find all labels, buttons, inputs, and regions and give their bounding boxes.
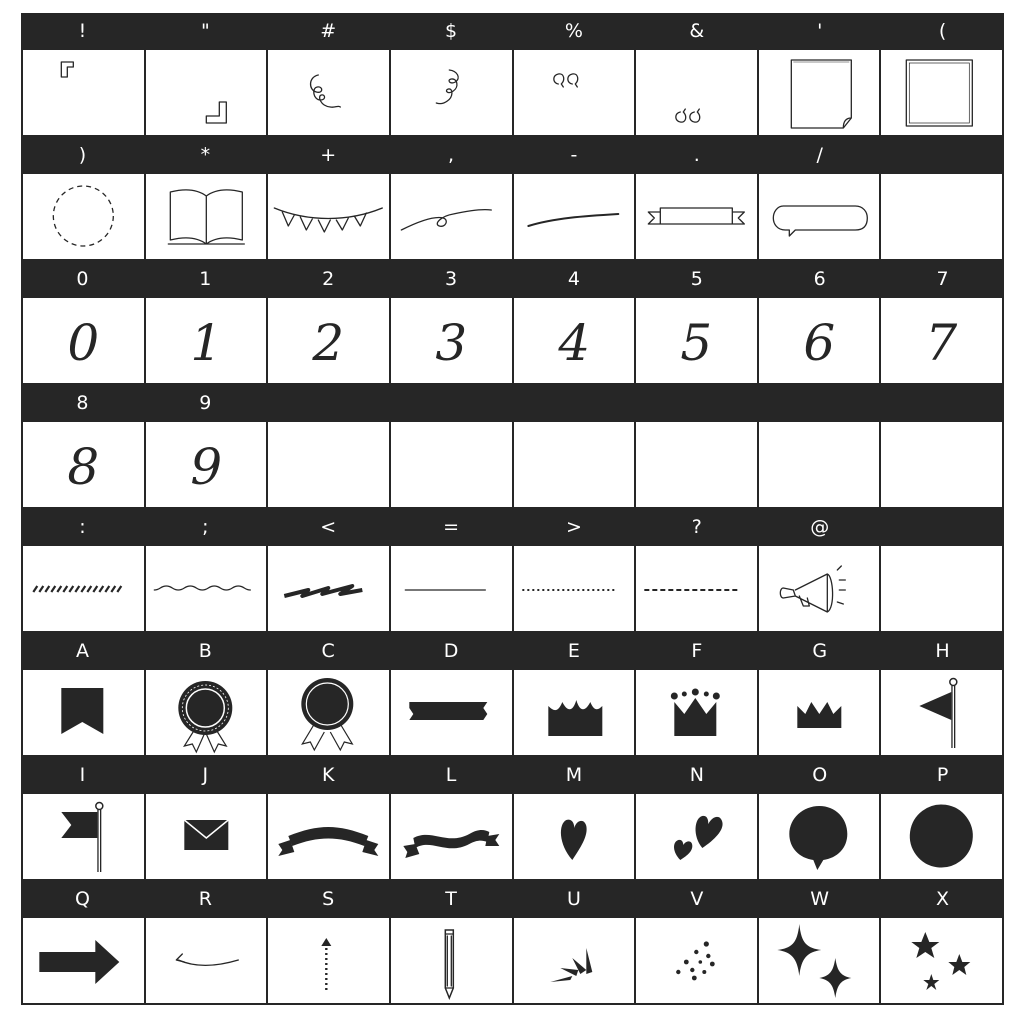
dotted-arrow-up-icon [322, 938, 332, 990]
glyph-key-label: 4 [567, 268, 580, 290]
glyph-cell [389, 670, 512, 757]
glyph-key-label: = [443, 516, 460, 538]
glyph-key-label: , [448, 144, 455, 166]
glyph-key-label: " [200, 20, 210, 42]
glyph-key-label: A [75, 640, 89, 662]
glyph-key-label: H [935, 640, 950, 662]
glyph-key-label: I [79, 764, 86, 786]
glyph-cell [266, 298, 389, 385]
glyph-key-label: F [691, 640, 703, 662]
arrow-right-icon [39, 940, 119, 984]
glyph-key-label: D [443, 640, 459, 662]
medal-badge-icon [302, 678, 354, 750]
glyph-cell [512, 50, 635, 137]
glyph-cell [21, 918, 144, 1005]
glyph-key-label [267, 385, 390, 422]
glyph-cell [21, 670, 144, 757]
glyph-key-label: % [564, 20, 583, 42]
glyph-key-label: S [322, 888, 335, 910]
arched-ribbon-icon [279, 827, 379, 856]
rosette-badge-icon [178, 681, 232, 752]
glyph-key-label: W [810, 888, 830, 910]
digit-7: 7 [925, 314, 958, 372]
glyph-cell [266, 174, 389, 261]
digit-3: 3 [435, 314, 468, 372]
label-band [21, 633, 1004, 670]
glyph-key-label [881, 137, 1004, 174]
label-band [21, 261, 1004, 298]
loop-line-icon [401, 210, 491, 230]
glyph-cell [144, 298, 267, 385]
glyph-key-label: T [445, 888, 457, 910]
glyph-key-label: ; [202, 516, 209, 538]
digit-6: 6 [803, 314, 835, 372]
ribbon-banner-icon [648, 208, 744, 224]
glyph-key-label: + [320, 144, 337, 166]
glyph-cell [757, 298, 880, 385]
glyph-key-label: N [689, 764, 704, 786]
glyph-key-label: J [202, 764, 209, 786]
glyph-key-label: < [320, 516, 337, 538]
glyph-key-label: U [566, 888, 581, 910]
glyph-sheet [21, 13, 1004, 1008]
swallowtail-flag-icon [61, 803, 103, 873]
glyph-key-label: 5 [690, 268, 703, 290]
glyph-cell [389, 794, 512, 881]
hatched-line-icon [31, 586, 127, 592]
glyph-key-label: E [567, 640, 580, 662]
glyph-key-label: Q [74, 888, 90, 910]
speech-bubble-icon [773, 206, 867, 236]
glyph-cell [389, 50, 512, 137]
glyph-key-label: C [321, 640, 335, 662]
glyph-key-label: G [812, 640, 828, 662]
glyph-key-label: ? [691, 516, 702, 538]
glyph-cell [757, 794, 880, 881]
glyph-cell [266, 546, 389, 633]
glyph-key-label: / [816, 144, 823, 166]
speech-circle-icon [789, 806, 847, 870]
glyph-key-label: 9 [199, 392, 212, 414]
glyph-key-label: L [445, 764, 457, 786]
glyph-cell [879, 50, 1004, 137]
glyph-key-label [881, 509, 1004, 546]
glyph-key-label: > [565, 516, 582, 538]
glyph-cell [757, 670, 880, 757]
glyph-key-label [881, 385, 1004, 422]
bunting-icon [275, 208, 383, 232]
glyph-cell [266, 670, 389, 757]
glyph-cell [21, 422, 144, 509]
glyph-cell [389, 918, 512, 1005]
label-band [21, 13, 1004, 50]
glyph-cell [144, 422, 267, 509]
glyph-cell [389, 298, 512, 385]
small-crown-icon [797, 702, 841, 728]
glyph-key-label: X [936, 888, 950, 910]
crown-icon [548, 700, 602, 736]
digit-2: 2 [312, 314, 345, 372]
circle-icon [907, 801, 977, 871]
glyph-row [21, 794, 1004, 881]
glyph-cell [21, 50, 144, 137]
glyph-key-label: P [936, 764, 949, 786]
glyph-key-label [513, 385, 636, 422]
glyph-key-label: 7 [936, 268, 949, 290]
paper-frame-icon [907, 60, 973, 126]
glyph-cell [21, 298, 144, 385]
label-band [21, 137, 1004, 174]
glyph-cell [266, 794, 389, 881]
glyph-key-label: @ [810, 516, 830, 538]
glyph-cell [634, 794, 757, 881]
glyph-cell [266, 918, 389, 1005]
glyph-row [21, 546, 1004, 633]
tape-strip-icon [409, 702, 487, 720]
glyph-key-label: R [198, 888, 212, 910]
glyph-cell [757, 50, 880, 137]
glyph-cell [266, 50, 389, 137]
wavy-ribbon-icon [403, 830, 499, 858]
glyph-key-label: 0 [76, 268, 89, 290]
glyph-key-label: . [693, 144, 700, 166]
glyph-cell [757, 546, 880, 633]
glyph-key-label [390, 385, 513, 422]
glyph-cell [21, 174, 144, 261]
glyph-row [21, 918, 1004, 1005]
pennant-flag-icon [920, 679, 958, 749]
empty-glyph-cell [757, 422, 880, 509]
glyph-cell [512, 546, 635, 633]
glyph-key-label: * [200, 144, 211, 166]
glyph-cell [879, 670, 1004, 757]
label-band [21, 757, 1004, 794]
glyph-cell [879, 918, 1004, 1005]
glyph-key-label: 6 [813, 268, 826, 290]
glyph-key-label: 8 [76, 392, 89, 414]
glyph-cell [634, 546, 757, 633]
glyph-key-label: O [812, 764, 828, 786]
curved-arrow-icon [176, 954, 238, 965]
digit-4: 4 [557, 314, 590, 372]
open-book-icon [168, 190, 244, 244]
curl-right-icon [436, 70, 458, 104]
corner-top-left-icon [61, 62, 73, 77]
empty-glyph-cell [512, 422, 635, 509]
glyph-key-label: V [690, 888, 704, 910]
quote-open-icon [553, 74, 577, 87]
glyph-key-label: ! [78, 20, 87, 42]
glyph-key-label: M [565, 764, 583, 786]
empty-glyph-cell [879, 422, 1004, 509]
label-band [21, 385, 1004, 422]
empty-glyph-cell [879, 546, 1004, 633]
digit-0: 0 [67, 314, 100, 372]
empty-glyph-cell [879, 174, 1004, 261]
glyph-key-label: - [570, 144, 578, 166]
glyph-cell [634, 670, 757, 757]
glyph-cell [389, 546, 512, 633]
scribble-line-icon [285, 586, 363, 596]
corner-bottom-right-icon [206, 102, 226, 123]
glyph-key-label [758, 385, 881, 422]
glyph-key-label: 1 [199, 268, 212, 290]
glyph-row [21, 670, 1004, 757]
digit-1: 1 [190, 314, 222, 372]
curl-left-icon [311, 75, 341, 107]
glyph-row [21, 298, 1004, 385]
glyph-cell [634, 918, 757, 1005]
glyph-key-label: K [321, 764, 335, 786]
dots-cluster-icon [676, 941, 715, 980]
empty-glyph-cell [266, 422, 389, 509]
megaphone-icon [780, 566, 845, 612]
digit-8: 8 [67, 438, 100, 496]
glyph-cell [144, 174, 267, 261]
glyph-cell [879, 298, 1004, 385]
glyph-cell [757, 174, 880, 261]
glyph-cell [757, 918, 880, 1005]
bookmark-icon [61, 688, 103, 734]
empty-glyph-cell [389, 422, 512, 509]
glyph-cell [144, 50, 267, 137]
pencil-icon [445, 930, 453, 998]
label-band [21, 881, 1004, 918]
glyph-cell [144, 794, 267, 881]
two-hearts-icon [674, 816, 723, 860]
wave-line-icon [154, 586, 250, 590]
label-band [21, 509, 1004, 546]
envelope-icon [184, 820, 228, 850]
glyph-cell [512, 794, 635, 881]
glyph-cell [512, 918, 635, 1005]
glyph-cell [879, 794, 1004, 881]
glyph-cell [634, 174, 757, 261]
glyph-cell [512, 298, 635, 385]
glyph-key-label: ' [817, 20, 823, 42]
quote-close-icon [676, 109, 700, 122]
glyph-key-label: # [320, 20, 337, 42]
glyph-row [21, 50, 1004, 137]
crown-jewels-icon [671, 689, 720, 737]
glyph-key-label: B [198, 640, 212, 662]
glyph-cell [21, 546, 144, 633]
glyph-cell [389, 174, 512, 261]
dashed-circle-icon [53, 186, 113, 246]
glyph-cell [144, 918, 267, 1005]
glyph-key-label: ( [938, 20, 947, 42]
glyph-key-label: 3 [445, 268, 458, 290]
sparkles-icon [777, 924, 851, 998]
burst-lines-icon [550, 948, 592, 982]
glyph-key-label: & [689, 20, 705, 42]
glyph-cell [512, 174, 635, 261]
glyph-cell [144, 670, 267, 757]
digit-9: 9 [190, 438, 222, 496]
glyph-key-label: ) [78, 144, 87, 166]
glyph-cell [144, 546, 267, 633]
glyph-key-label: : [79, 516, 86, 538]
curved-line-icon [528, 214, 618, 226]
heart-icon [560, 820, 586, 860]
glyph-key-label: $ [445, 20, 458, 42]
glyph-cell [21, 794, 144, 881]
glyph-cell [634, 298, 757, 385]
glyph-key-label: 2 [322, 268, 335, 290]
glyph-cell [512, 670, 635, 757]
glyph-row [21, 422, 1004, 509]
glyph-cell [634, 50, 757, 137]
digit-5: 5 [680, 314, 713, 372]
glyph-key-label [635, 385, 758, 422]
stars-icon [912, 932, 971, 990]
paper-note-icon [791, 60, 851, 128]
empty-glyph-cell [634, 422, 757, 509]
glyph-row [21, 174, 1004, 261]
